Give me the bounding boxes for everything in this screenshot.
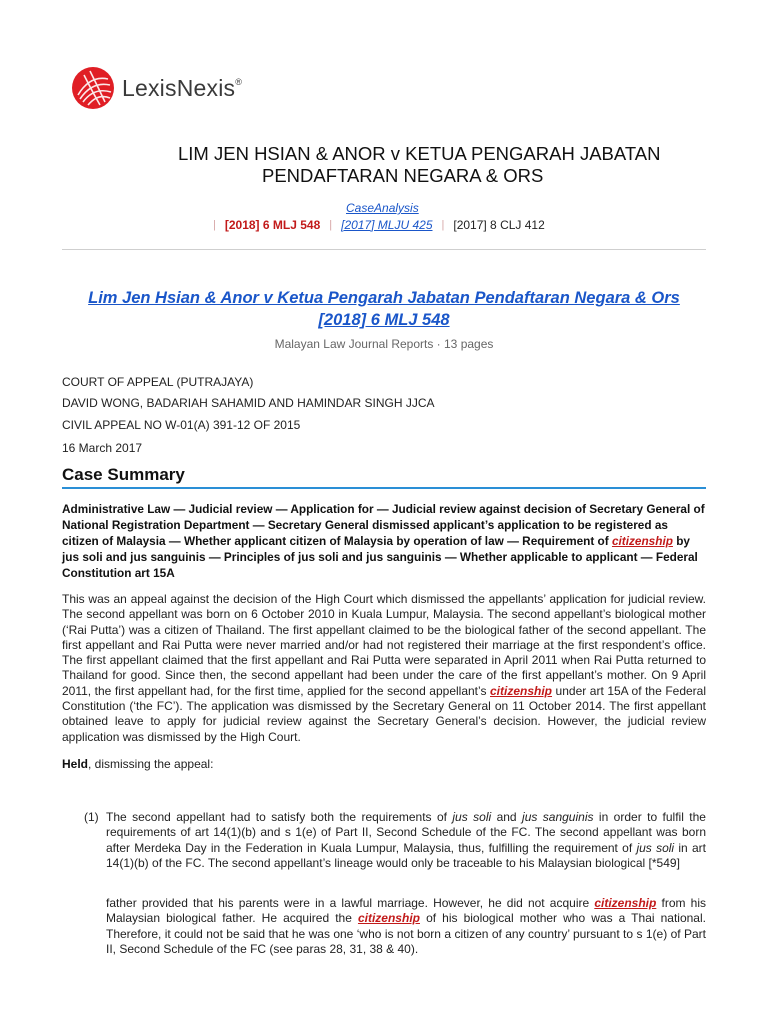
case-summary-heading: Case Summary xyxy=(62,465,185,484)
holding-item xyxy=(84,810,706,871)
citation-separator: | xyxy=(441,219,445,231)
brand-name: LexisNexis® xyxy=(122,74,243,101)
keyword-highlight: citizenship xyxy=(611,534,673,548)
report-meta: Malayan Law Journal Reports · 13 pages xyxy=(274,337,494,351)
appeal-number: CIVIL APPEAL NO W-01(A) 391-12 OF 2015 xyxy=(62,418,301,432)
holding-continuation: father provided that his parents were in a lawful marriage. However, he did not acquire citizenship from his Malaysian biological father. He acquired the citizenship of his biological mother who was a Thai national. Therefore, it could not be said that he was one ‘who is not born a citizen of any country’ pursuant to s 1(e) of Part II, Second Schedule of the FC (see paras 28, 31, 38 & 40). xyxy=(106,896,706,956)
keyword-highlight: citizenship xyxy=(594,896,657,910)
held-line: Held, dismissing the appeal: xyxy=(62,757,214,771)
court-name: COURT OF APPEAL (PUTRAJAYA) xyxy=(62,375,254,389)
citation-separator: | xyxy=(213,219,216,231)
case-analysis-link[interactable]: CaseAnalysis xyxy=(346,201,419,215)
holding-text: The second appellant had to satisfy both the requirements of jus soli and jus sanguinis in order to fulfil the requirements of art 14(1)(b) and s 1(e) of Part II, Second Schedule of the FC. The second appellant was born after Merdeka Day in the Federation in Kuala Lumpur, Malaysia, thus, fulfilling the requirement of jus soli in art 14(1)(b) of the FC. The second appellant’s lineage would only be traceable to his Malaysian biological [*549] xyxy=(106,810,706,870)
divider xyxy=(62,249,706,250)
citation-link-mlju[interactable]: [2017] MLJU 425 xyxy=(341,218,433,232)
case-title-line-1: Lim Jen Hsian & Anor v Ketua Pengarah Jabatan Pendaftaran Negara & Ors xyxy=(88,289,680,307)
keyword-highlight: citizenship xyxy=(490,683,553,698)
holding-number: (1) xyxy=(84,810,99,824)
document-title-line-2: PENDAFTARAN NEGARA & ORS xyxy=(262,165,544,186)
keyword-highlight: citizenship xyxy=(357,911,420,926)
citation-clj: [2017] 8 CLJ 412 xyxy=(453,218,545,232)
decision-date: 16 March 2017 xyxy=(62,441,143,455)
facts-paragraph: This was an appeal against the decision of the High Court which dismissed the appellants’ application for judicial review. The second appellant was born on 6 October 2010 in Kuala Lumpur, Malaysia. The second appellant’s biological mother (‘Rai Putta’) was a citizen of Thailand. The first appellant claimed to be the biological father of the second appellant. The first appellant and Rai Putta were never married and/or had not registered their marriage at the first respondent’s office. The first appellant claimed that the first appellant and Rai Putta were separated in April 2011 when Rai Putta returned to Thailand for good. Since then, the second appellant had been under the care of the first appellant’s mother. On 9 April 2011, the first appellant had, for the first time, applied for the second appellant’s citizenship under art 15A of the Federal Constitution (‘the FC’). The application was dismissed by the Secretary General on 11 October 2014. The first appellant obtained leave to apply for judicial review against the Secretary General’s decision. However, the judicial review application was dismissed by the High Court. xyxy=(62,592,706,744)
judges: DAVID WONG, BADARIAH SAHAMID AND HAMINDAR SINGH JJCA xyxy=(62,396,435,410)
lexisnexis-knot-icon xyxy=(70,65,116,111)
case-title-line-2: [2018] 6 MLJ 548 xyxy=(318,311,450,329)
lexisnexis-logo xyxy=(70,64,242,112)
citation-bar xyxy=(204,218,545,232)
document-title-line-1: LIM JEN HSIAN & ANOR v KETUA PENGARAH JABATAN xyxy=(178,143,661,164)
citation-current: [2018] 6 MLJ 548 xyxy=(224,218,321,232)
citation-separator: | xyxy=(329,219,333,231)
case-title-link[interactable] xyxy=(62,287,706,331)
document-title xyxy=(150,143,670,187)
heading-underline xyxy=(62,487,706,489)
catchwords: Administrative Law — Judicial review — Application for — Judicial review against decision of Secretary General of National Registration Department — Secretary General dismissed applicant’s application to be registered as citizen of Malaysia — Whether applicant citizen of Malaysia by operation of law — Requirement of citizenship by jus soli and jus sanguinis — Principles of jus soli and jus sanguinis — Whether applicable to applicant — Federal Constitution art 15A xyxy=(62,502,705,580)
